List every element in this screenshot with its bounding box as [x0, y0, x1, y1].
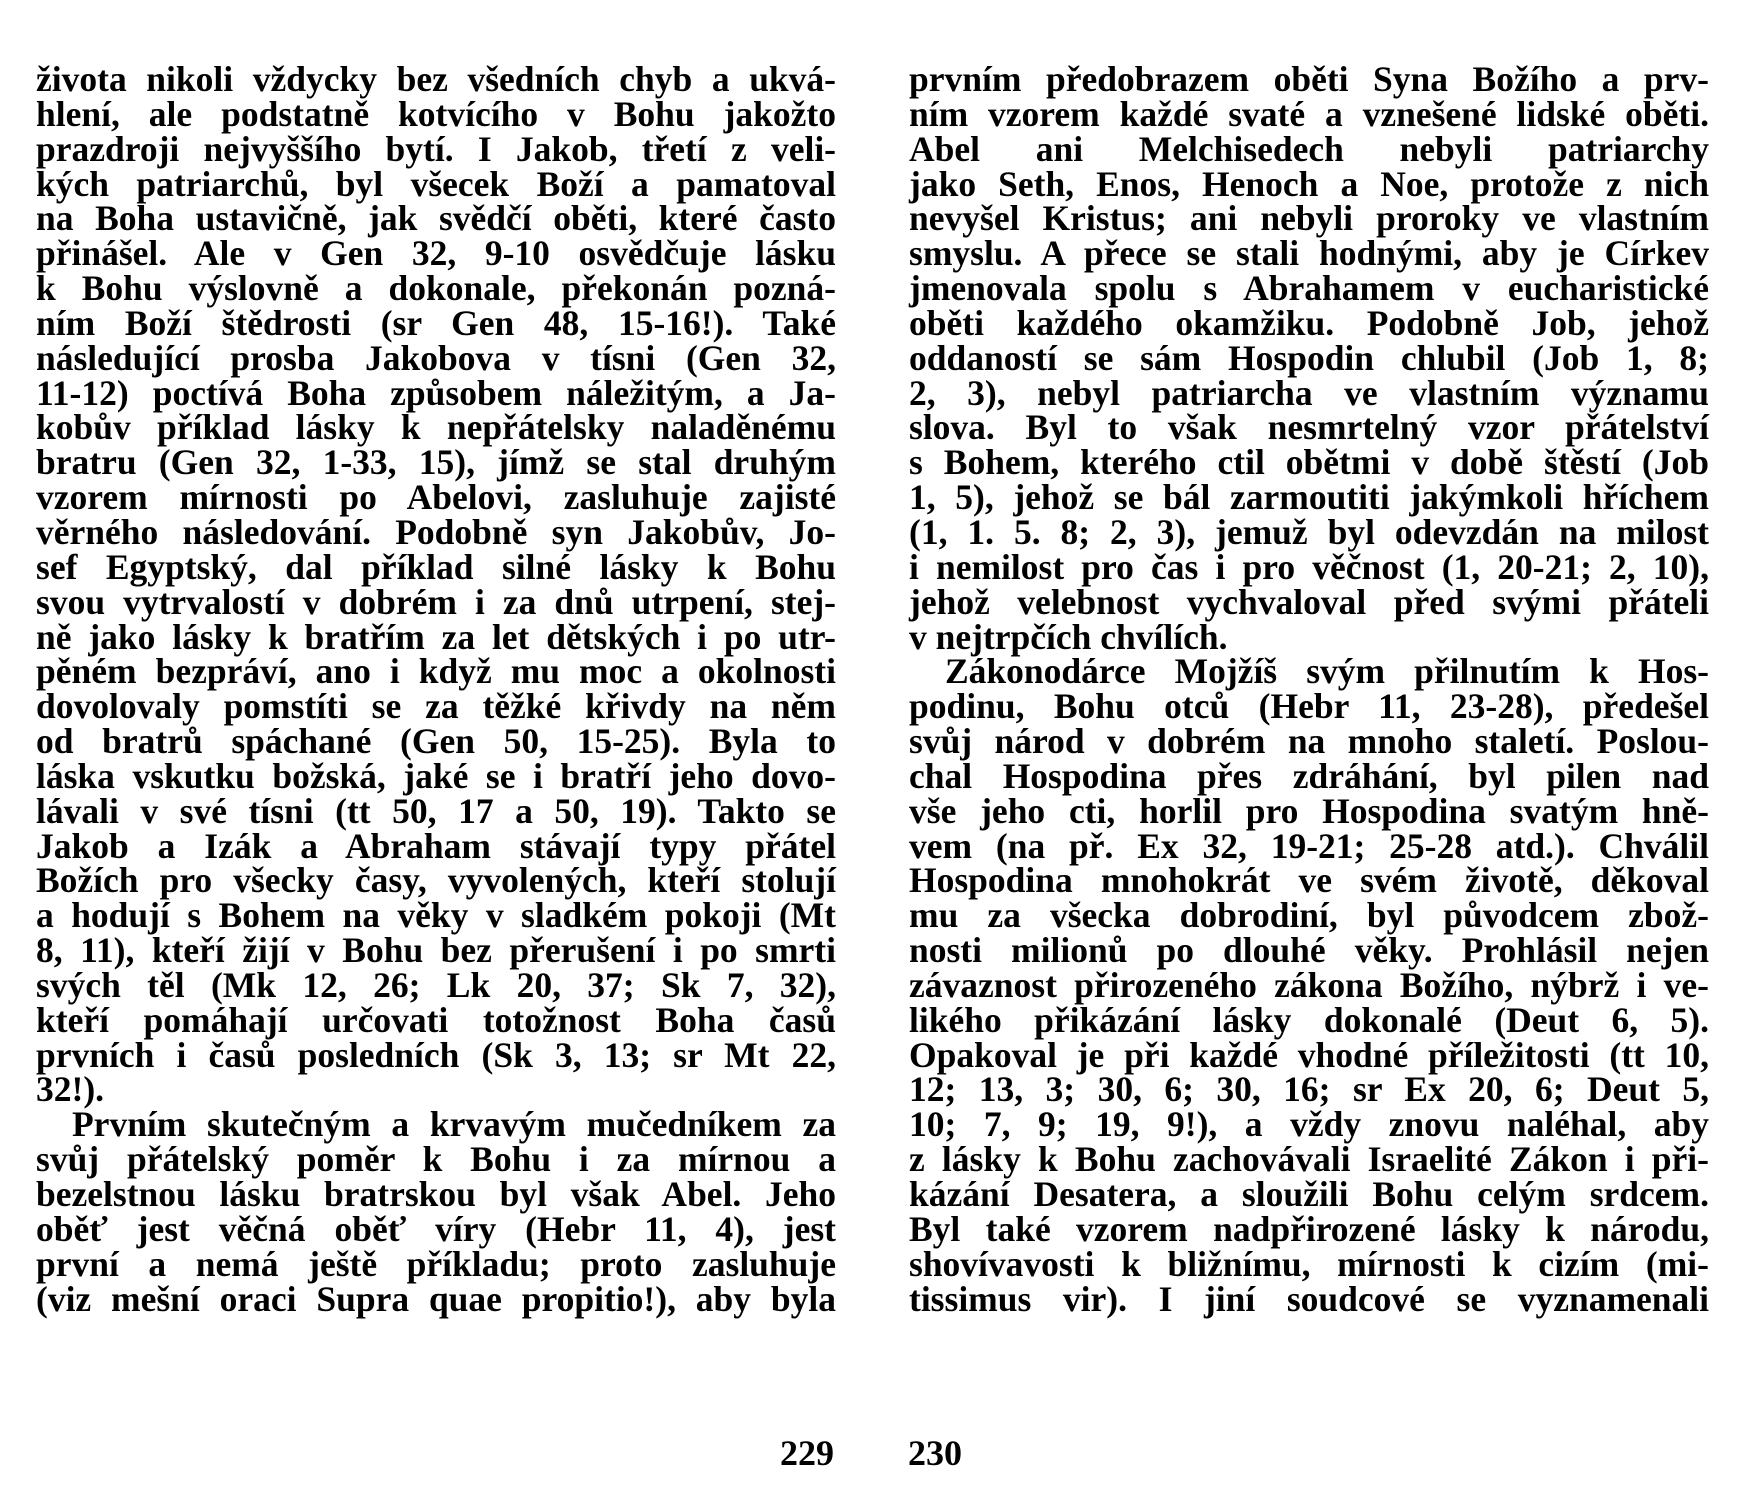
- left-page-number: 229: [780, 1433, 834, 1473]
- text-line: vem (na př. Ex 32, 19-21; 25-28 atd.). Chválil: [909, 825, 1709, 866]
- text-line: nosti milionů po dlouhé věky. Prohlásil nejen: [909, 930, 1709, 971]
- text-line: přinášel. Ale v Gen 32, 9-10 osvědčuje lásku: [36, 233, 836, 274]
- text-line: slova. Byl to však nesmrtelný vzor přátelství: [909, 407, 1709, 448]
- text-line: jmenovala spolu s Abrahamem v eucharistické: [909, 268, 1709, 309]
- text-line: Abel ani Melchisedech nebyli patriarchy: [909, 128, 1709, 169]
- text-line: od bratrů spáchané (Gen 50, 15-25). Byla to: [36, 721, 836, 762]
- text-line: k Bohu výslovně a dokonale, překonán pozná-: [36, 268, 836, 309]
- text-line: oběť jest věčná oběť víry (Hebr 11, 4), jest: [36, 1208, 836, 1249]
- text-line: s Bohem, kterého ctil obětmi v době štěstí (Job: [909, 442, 1709, 483]
- text-line: shovívavosti k bližnímu, mírnosti k cizím (mi-: [909, 1243, 1709, 1284]
- text-line: 10; 7, 9; 19, 9!), a vždy znovu naléhal, aby: [909, 1104, 1709, 1145]
- text-line: prvním předobrazem oběti Syna Božího a prv-: [909, 59, 1709, 99]
- text-line: mu za všecka dobrodiní, byl původcem zbož-: [909, 895, 1709, 936]
- text-line: oddaností se sám Hospodin chlubil (Job 1, 8;: [909, 337, 1709, 378]
- text-line: kázání Desatera, a sloužili Bohu celým srdcem.: [909, 1174, 1709, 1214]
- text-line: tissimus vir). I jiní soudcové se vyznamenali: [909, 1278, 1709, 1319]
- text-line: Zákonodárce Mojžíš svým přilnutím k Hos-: [945, 651, 1709, 692]
- text-line: dovolovaly pomstíti se za těžké křivdy na něm: [36, 686, 836, 727]
- text-line: ním Boží štědrosti (sr Gen 48, 15-16!). Také: [36, 302, 836, 343]
- text-line: v nejtrpčích chvílích.: [909, 616, 1228, 657]
- text-line: Božích pro všecky časy, vyvolených, kteří stolují: [36, 860, 836, 901]
- text-line: 32!).: [36, 1069, 105, 1110]
- text-line: 11-12) poctívá Boha způsobem náležitým, a Ja-: [36, 372, 836, 413]
- text-line: 1, 5), jehož se bál zarmoutiti jakýmkoli hříchem: [909, 477, 1709, 518]
- text-line: prvních i časů posledních (Sk 3, 13; sr Mt 22,: [36, 1034, 836, 1075]
- text-line: likého přikázání lásky dokonalé (Deut 6, 5).: [909, 999, 1709, 1040]
- text-line: Byl také vzorem nadpřirozené lásky k národu,: [909, 1208, 1709, 1249]
- text-line: (viz mešní oraci Supra quae propitio!), aby byla: [36, 1278, 836, 1319]
- text-line: kteří pomáhají určovati totožnost Boha časů: [36, 999, 836, 1040]
- text-line: ním vzorem každé svaté a vznešené lidské oběti.: [909, 93, 1709, 134]
- text-line: 2, 3), nebyl patriarcha ve vlastním významu: [909, 372, 1709, 413]
- right-page-text: [909, 59, 1709, 1319]
- text-line: svých těl (Mk 12, 26; Lk 20, 37; Sk 7, 32),: [36, 964, 836, 1005]
- text-line: ně jako lásky k bratřím za let dětských i po utr-: [36, 616, 836, 657]
- text-line: bratru (Gen 32, 1-33, 15), jímž se stal druhým: [36, 442, 836, 483]
- text-line: z lásky k Bohu zachovávali Israelité Zákon i při-: [909, 1139, 1709, 1180]
- right-page-number: 230: [908, 1433, 962, 1473]
- text-line: Hospodina mnohokrát ve svém životě, děkoval: [909, 860, 1709, 901]
- text-line: pěném bezpráví, ano i když mu moc a okolnosti: [36, 651, 836, 692]
- text-line: svou vytrvalostí v dobrém i za dnů utrpení, stej-: [36, 581, 836, 622]
- text-line: láska vskutku božská, jaké se i bratří jeho dovo-: [36, 755, 836, 796]
- text-line: 12; 13, 3; 30, 6; 30, 16; sr Ex 20, 6; Deut 5,: [909, 1069, 1709, 1110]
- text-line: sef Egyptský, dal příklad silné lásky k Bohu: [36, 546, 836, 587]
- text-line: závaznost přirozeného zákona Božího, nýbrž i ve-: [909, 964, 1709, 1005]
- text-line: podinu, Bohu otců (Hebr 11, 23-28), předešel: [909, 686, 1709, 727]
- text-line: na Boha ustavičně, jak svědčí oběti, které často: [36, 198, 836, 239]
- text-line: svůj národ v dobrém na mnoho staletí. Poslou-: [909, 721, 1709, 762]
- text-line: nevyšel Kristus; ani nebyli proroky ve vlastním: [909, 198, 1709, 239]
- text-line: oběti každého okamžiku. Podobně Job, jehož: [909, 302, 1709, 343]
- text-line: 8, 11), kteří žijí v Bohu bez přerušení i po smrti: [36, 930, 836, 971]
- text-line: vše jeho cti, horlil pro Hospodina svatým hně-: [909, 790, 1709, 831]
- text-line: kobův příklad lásky k nepřátelsky naladěnému: [36, 407, 836, 448]
- text-line: Prvním skutečným a krvavým mučedníkem za: [72, 1104, 836, 1145]
- text-line: věrného následování. Podobně syn Jakobův, Jo-: [36, 511, 836, 552]
- text-line: lávali v své tísni (tt 50, 17 a 50, 19). Takto se: [36, 790, 836, 831]
- text-line: bezelstnou lásku bratrskou byl však Abel. Jeho: [36, 1174, 836, 1214]
- text-line: (1, 1. 5. 8; 2, 3), jemuž byl odevzdán na milost: [909, 511, 1709, 552]
- text-line: svůj přátelský poměr k Bohu i za mírnou a: [36, 1139, 836, 1180]
- text-line: kých patriarchů, byl všecek Boží a pamatoval: [36, 163, 836, 204]
- text-line: první a nemá ještě příkladu; proto zasluhuje: [36, 1243, 836, 1284]
- text-line: a hodují s Bohem na věky v sladkém pokoji (Mt: [36, 895, 836, 936]
- text-line: jehož velebnost vychvaloval před svými přáteli: [909, 581, 1709, 622]
- text-line: prazdroji nejvyššího bytí. I Jakob, třetí z veli-: [36, 128, 836, 169]
- text-line: smyslu. A přece se stali hodnými, aby je Církev: [909, 233, 1709, 274]
- text-line: i nemilost pro čas i pro věčnost (1, 20-21; 2, 10),: [909, 546, 1709, 587]
- text-line: jako Seth, Enos, Henoch a Noe, protože z nich: [909, 163, 1709, 204]
- text-line: hlení, ale podstatně kotvícího v Bohu jakožto: [36, 93, 836, 134]
- text-line: života nikoli vždycky bez všedních chyb a ukvá-: [36, 59, 836, 99]
- text-line: Jakob a Izák a Abraham stávají typy přátel: [36, 825, 836, 866]
- text-line: následující prosba Jakobova v tísni (Gen 32,: [36, 337, 836, 378]
- text-line: chal Hospodina přes zdráhání, byl pilen nad: [909, 755, 1709, 796]
- text-line: Opakoval je při každé vhodné příležitosti (tt 10,: [909, 1034, 1709, 1075]
- left-page-text: [36, 59, 836, 1319]
- text-line: vzorem mírnosti po Abelovi, zasluhuje zajisté: [36, 477, 836, 518]
